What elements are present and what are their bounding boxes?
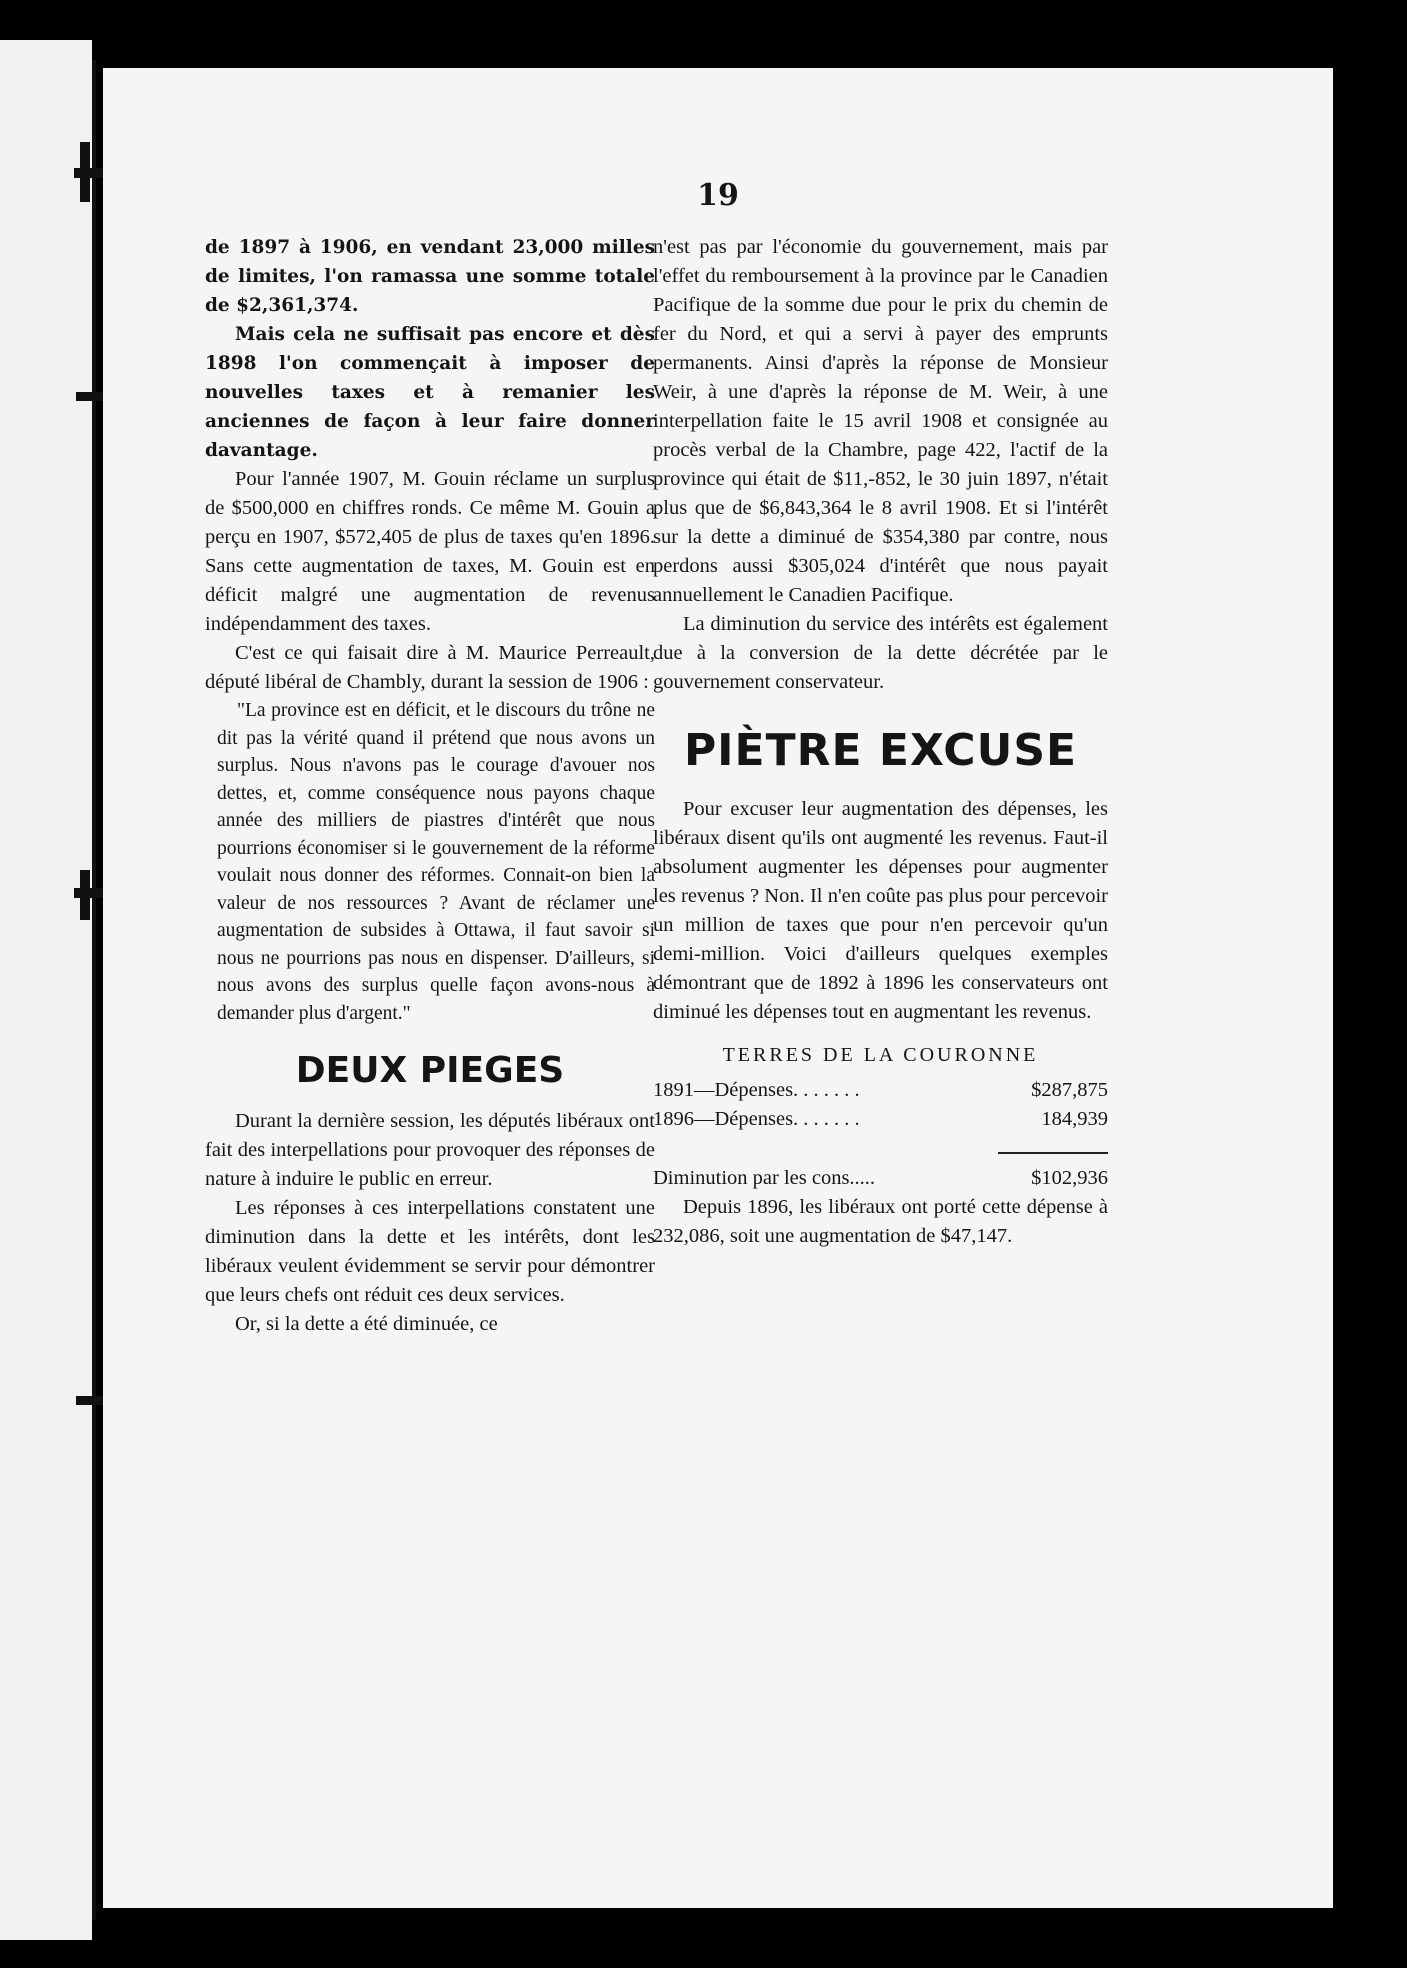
document-page	[103, 68, 1333, 1908]
table-row	[653, 1076, 1108, 1105]
paragraph: de 1897 à 1906, en vendant 23,000 milles de limites, l'on ramassa une somme totale de $2,361,374.	[205, 237, 655, 316]
table-total-row	[653, 1164, 1108, 1193]
paragraph: Depuis 1896, les libéraux ont porté cette dépense à 232,086, soit une augmentation de $47,147.	[653, 1196, 1108, 1247]
section-heading: PIÈTRE EXCUSE	[683, 725, 1078, 776]
quotation: "La province est en déficit, et le discours du trône ne dit pas la vérité quand il prétend que nous avons un surplus. Nous n'avons pas le courage d'avouer nos dettes, et, comme conséquence nous payons chaque année des milliers de piastres d'intérêt que nous pourrions économiser si le gouvernement de la réforme voulait nous donner des réformes. Connait-on bien la valeur de nos ressources ? Avant de réclamer une augmentation de subsides à Ottawa, il faut savoir si nous ne pourrions pas nous en dispenser. D'ailleurs, si nous avons des surplus quelle façon avons-nous à demander plus d'argent."	[217, 700, 655, 1024]
table-title: TERRES DE LA COURONNE	[722, 1044, 1039, 1066]
row-value: $287,875	[1031, 1079, 1108, 1101]
paragraph: Or, si la dette a été diminuée, ce	[235, 1313, 498, 1335]
row-label: 1891—Dépenses. . . . . . .	[653, 1079, 860, 1101]
paragraph: C'est ce qui faisait dire à M. Maurice Perreault, député libéral de Chambly, durant la session de 1906 :	[205, 642, 655, 693]
book-spine	[92, 60, 96, 1920]
paragraph: Durant la dernière session, les députés libéraux ont fait des interpellations pour provoquer des réponses de nature à induire le public en erreur.	[205, 1110, 655, 1190]
sum-rule	[998, 1152, 1108, 1154]
paragraph: Pour excuser leur augmentation des dépenses, les libéraux disent qu'ils ont augmenté les revenus. Faut-il absolument augmenter les dépenses pour augmenter les revenus ? Non. Il n'en coûte pas plus pour percevoir un million de taxes que pour n'en percevoir qu'un demi-million. Voici d'ailleurs quelques exemples démontrant que de 1892 à 1896 les conservateurs ont diminué les dépenses tout en augmentant les revenus.	[653, 798, 1108, 1023]
row-label: 1896—Dépenses. . . . . . .	[653, 1108, 860, 1130]
left-column	[205, 233, 655, 1339]
total-value: $102,936	[1031, 1167, 1108, 1189]
right-column	[653, 233, 1108, 1251]
paragraph: n'est pas par l'économie du gouvernement, mais par l'effet du remboursement à la province par le Canadien Pacifique de la somme due pour le prix du chemin de fer du Nord, et qui a servi à payer des emprunts permanents. Ainsi d'après la réponse de Monsieur Weir, à une d'après la réponse de M. Weir, à une interpellation faite le 15 avril 1908 et consignée au procès verbal de la Chambre, page 422, l'actif de la province qui était de $11,-852, le 30 juin 1897, n'était plus que de $6,843,364 le 8 avril 1908. Et si l'intérêt sur la dette a diminué de $354,380 par contre, nous perdons aussi $305,024 d'intérêt que nous payait annuellement le Canadien Pacifique.	[653, 236, 1108, 606]
total-label: Diminution par les cons.....	[653, 1167, 876, 1189]
paragraph: Mais cela ne suffisait pas encore et dès 1898 l'on commençait à imposer de nouvelles taxes et à remanier les anciennes de façon à leur faire donner davantage.	[205, 324, 655, 461]
row-value: 184,939	[1041, 1108, 1108, 1130]
binding-mark	[80, 870, 90, 920]
table-row	[653, 1105, 1108, 1134]
paragraph: Pour l'année 1907, M. Gouin réclame un surplus de $500,000 en chiffres ronds. Ce même M. Gouin a perçu en 1907, $572,405 de plus de taxes qu'en 1896. Sans cette augmentation de taxes, M. Gouin est en déficit malgré une augmentation de revenus indépendamment des taxes.	[205, 468, 655, 635]
facing-page-edge	[0, 40, 92, 1940]
paragraph: La diminution du service des intérêts est également due à la conversion de la dette décrétée par le gouvernement conservateur.	[653, 613, 1108, 693]
binding-mark	[80, 142, 90, 202]
paragraph: Les réponses à ces interpellations constatent une diminution dans la dette et les intérêts, dont les libéraux veulent évidemment se servir pour démontrer que leurs chefs ont réduit ces deux services.	[205, 1197, 655, 1306]
section-heading: DEUX PIEGES	[295, 1050, 565, 1091]
page-number: 19	[697, 178, 739, 213]
